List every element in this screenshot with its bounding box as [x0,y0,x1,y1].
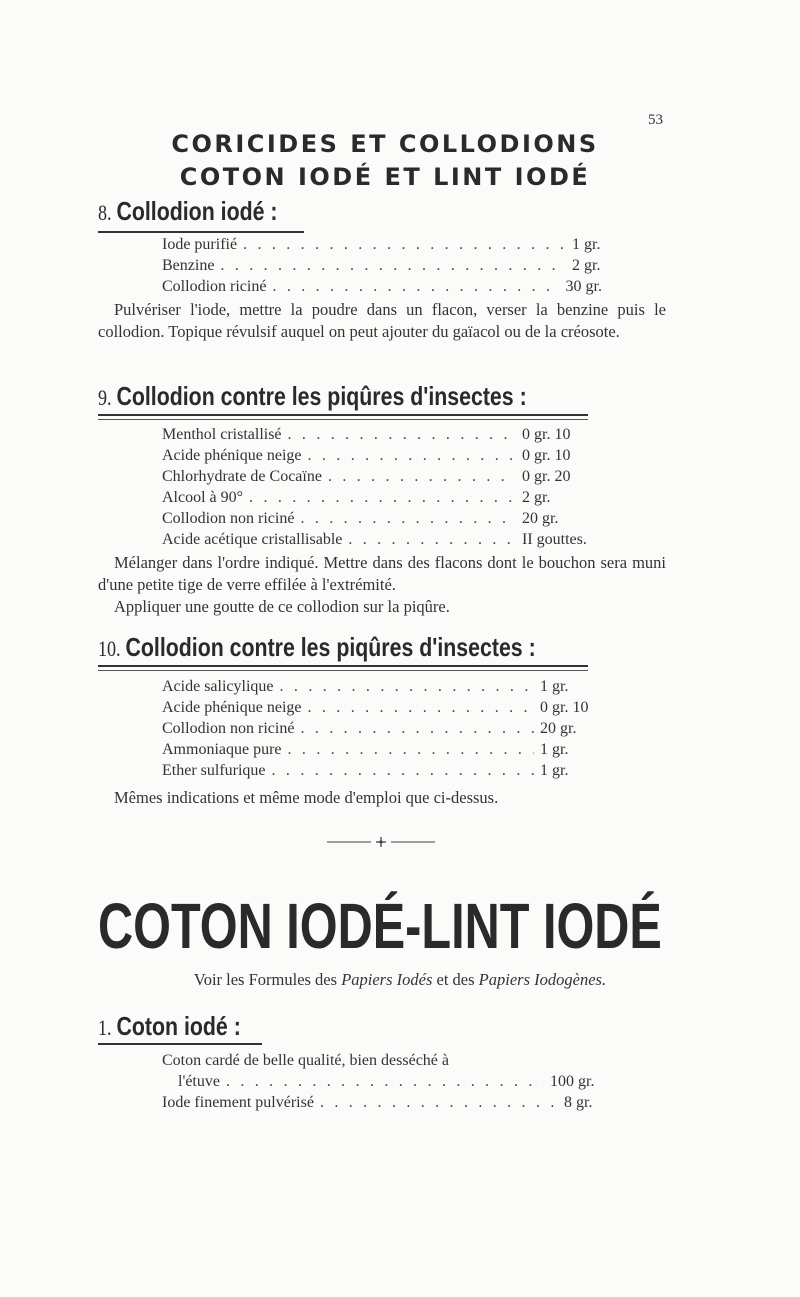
ingredient-row: Collodion riciné . . . 30 gr. [162,276,602,297]
section-number: 10. [98,636,121,661]
ingredient-row: Chlorhydrate de Cocaïne . . . 0 gr. 20 [162,466,602,487]
ingredient-row: Collodion non riciné . . . 20 gr. [162,508,602,529]
section-title-text: Coton iodé : [116,1011,241,1041]
ingredient-row: Benzine . . . 2 gr. [162,255,602,276]
section-title-text: Collodion contre les piqûres d'insectes : [116,381,527,411]
section-9-title [98,381,527,413]
instructions-10: Mêmes indications et même mode d'emploi que ci-dessus. [114,788,499,807]
section-8-title [98,196,278,228]
section-title-text: Collodion contre les piqûres d'insectes : [125,632,536,662]
section-title-text: Collodion iodé : [116,196,278,226]
ingredient-row: Coton cardé de belle qualité, bien desséché à [162,1052,449,1069]
ornament-divider [327,836,435,848]
title-underline [98,665,588,667]
ingredient-row: Alcool à 90° . . . 2 gr. [162,487,602,508]
ingredient-list-8 [162,234,602,297]
big-title-coton-iode: COTON IODÉ-LINT IODÉ [98,890,662,962]
instructions-9: Mélanger dans l'ordre indiqué. Mettre dans des flacons dont le bouchon sera muni d'une petite tige de verre effilée à l'extrémité. [98,553,666,594]
section-10-title [98,632,536,664]
ingredient-row: Ammoniaque pure . . . 1 gr. [162,739,602,760]
ingredient-row: Iode finement pulvérisé . . . 8 gr. [162,1092,602,1113]
header-line-1: CORICIDES ET COLLODIONS [171,130,599,158]
ingredient-row: Collodion non riciné . . . 20 gr. [162,718,602,739]
section-1-title [98,1011,241,1043]
ingredient-row: Iode purifié . . . 1 gr. [162,234,602,255]
ingredient-row: Menthol cristallisé . . . 0 gr. 10 [162,424,602,445]
ingredient-row: Acide phénique neige . . . 0 gr. 10 [162,445,602,466]
title-underline [98,1043,262,1045]
ingredient-list-9 [162,424,602,550]
ingredient-row: Acide acétique cristallisable . . . II gouttes. [162,529,602,550]
ingredient-list-1 [162,1050,602,1113]
ingredient-row: Acide phénique neige . . . 0 gr. 10 [162,697,602,718]
instructions-9b: Appliquer une goutte de ce collodion sur la piqûre. [114,597,450,616]
section-number: 8. [98,200,112,225]
ingredient-list-10 [162,676,602,781]
ingredient-row: Acide salicylique . . . 1 gr. [162,676,602,697]
title-underline-thin [98,670,588,671]
ingredient-row: Ether sulfurique . . . 1 gr. [162,760,602,781]
section-number: 1. [98,1015,112,1040]
title-underline [98,414,588,416]
page-header [150,128,620,194]
ingredient-row: l'étuve . . . 100 gr. [162,1071,602,1092]
page-number: 53 [648,112,663,128]
header-line-2: COTON IODÉ ET LINT IODÉ [179,163,591,191]
title-underline-thin [98,419,588,420]
section-number: 9. [98,385,112,410]
cross-reference: Voir les Formules des Papiers Iodés et des Papiers Iodogènes. [193,970,607,989]
title-underline [98,231,304,233]
instructions-8: Pulvériser l'iode, mettre la poudre dans un flacon, verser la benzine puis le collodion. Topique révulsif auquel on peut ajouter du gaïacol ou de la créosote. [98,300,666,341]
